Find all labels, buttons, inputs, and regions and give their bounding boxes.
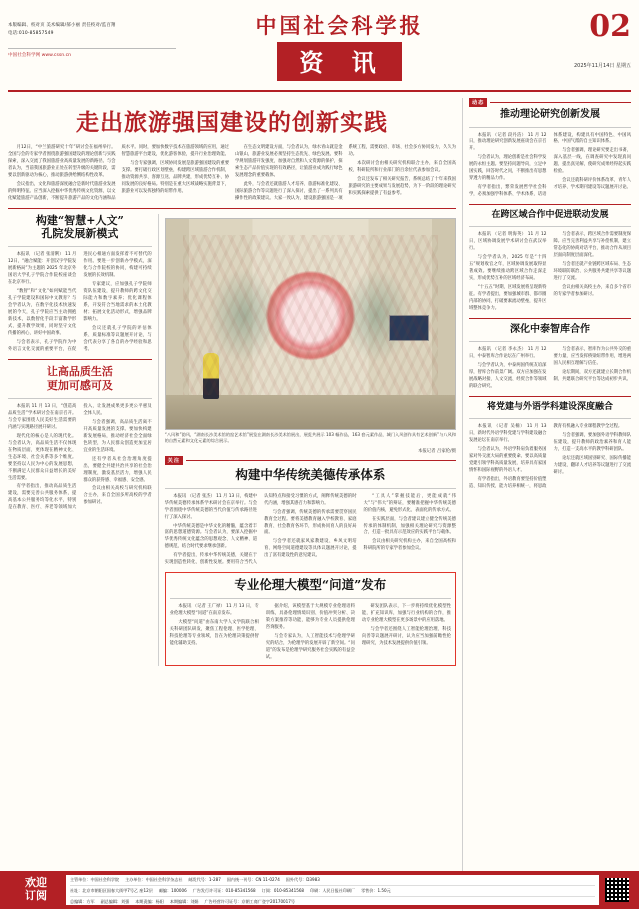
article-para: 论坛期间，双方还就建立长期合作机制、共建联合研究平台等达成初步共识。 bbox=[553, 370, 631, 383]
tag-rule bbox=[490, 102, 631, 103]
lower-left-region bbox=[8, 214, 456, 667]
mid-column bbox=[165, 214, 456, 667]
section-tag: 关注 bbox=[165, 456, 183, 465]
publication-date: 2025年11月14日 星期五 bbox=[573, 63, 631, 69]
gallery-floor bbox=[166, 395, 455, 429]
article-smart-humanities bbox=[8, 214, 152, 355]
article-title: 深化中泰智库合作 bbox=[509, 323, 590, 335]
footer-line-3 bbox=[70, 896, 595, 905]
article-para: 在实践层面，与会者建议建立健全传统美德传承的体制机制，加强相关理论研究与资源整合，打造一批具有示范效应的实践平台与载体。 bbox=[363, 516, 456, 536]
mural-photo bbox=[165, 218, 456, 430]
article-para: 与会专家认为，人工智能技术与伦理学研究的结合，为伦理学的发展开辟了新空间。“问道”的发布是伦理学研究服务社会实践的有益尝试。 bbox=[265, 633, 355, 660]
article-para: 研发团队表示，下一步将持续优化模型性能，扩充知识库，加强与行业机构的合作，推动专业伦理大模型在更多场景中的应用落地。 bbox=[361, 603, 451, 623]
article-para: 与会学者认为，2025 年是“十四五”规划收官之年，区域协调发展取得显著成效。要继续推动跨区域合作走深走实，形成优势互补的区域经济布局。 bbox=[468, 255, 547, 282]
page-footer bbox=[0, 871, 639, 909]
article-byline: 本报讯 （记者 吴楠） 11 月 13 日，新时代外语学科党建与学科建设融合发展论坛在南京举行。 bbox=[468, 424, 547, 444]
article-para: 与会者表示，孔子学院作为中外语言文化交流的重要平台，在促进民心相通方面发挥着不可替代的作用。要进一步创新办学模式，深化与合作院校的协同，构建可持续发展的长效机制。 bbox=[8, 252, 152, 352]
article-para: “数智”和“文化”如何赋能当代孔子学院建设和国际中文教育？与会学者认为，在数字化技术快速发展的今天，孔子学院应当主动拥抱新技术，以数智化手段丰富教学形式、提升教学效果，同时坚守文化传播的初心，讲好中国故事。 bbox=[8, 288, 77, 336]
footer-item: 广告经营许可证号：京朝工商广登字20170017号 bbox=[204, 899, 295, 905]
boxed-article-wendao bbox=[165, 572, 456, 666]
article-title: 推动理论研究创新发展 bbox=[499, 109, 600, 120]
footer-item: 本期责编：杨阳 bbox=[135, 899, 164, 905]
article-theory-innovation bbox=[469, 109, 631, 199]
masthead-page-info bbox=[503, 6, 631, 69]
lead-para: 此外，与会者还就旅游人才培养、旅游标准化建设、国际旅游合作等议题进行了深入探讨，提出了一系列具有操作性的政策建议。大家一致认为，建设旅游强国是一项系统工程，需要政府、市场、社会多方协同发力，久久为功。 bbox=[235, 145, 456, 201]
lead-para: 在生态文明建设方面，与会者认为，绿水青山就是金山银山，旅游业发展必须坚持生态优先、绿色发展。要科学规划旅游开发强度，加强对自然和人文资源的保护，探索生态产品价值实现的有效路径，让旅游业成为践行绿色发展理念的重要载体。 bbox=[235, 145, 343, 178]
article-para: 现代化的核心是人的现代化。与会者认为，高品质生活不仅体现在物质层面，更体现在精神文化、生态环境、社会关系等多个维度。要坚持以人民为中心的发展思想，不断满足人民群众日益增长的美好生活需要。 bbox=[8, 433, 77, 481]
article-para: 与会者强调，高品质生活离不开高质量发展的支撑。要加快构建新发展格局，推动经济社会全面绿色转型，为人民群众创造更加宜居宜业的生活环境。 bbox=[83, 419, 152, 453]
article-para: 有学者指出，繁荣发展哲学社会科学，必须加强学科体系、学术体系、话语体系建设，构建具有中国特色、中国风格、中国气派的自主知识体系。 bbox=[468, 132, 631, 198]
article-para: “工具人”掌握技能后，更能成就“伟大”与“伟大”的辩证，要精准把握中华传统美德的价值内核，避免形式化、表面化的传承方式。 bbox=[363, 493, 456, 513]
photo-credit: 本报记者 吕家伦/摄 bbox=[417, 449, 456, 455]
footer-item: 订阅：010-85341568 bbox=[261, 888, 305, 894]
footer-imprint bbox=[66, 875, 599, 905]
right-column bbox=[469, 98, 631, 876]
article-para: 与会者表示，跨区域合作需要制度保障。应当完善利益共享与补偿机制，建立常态化的协商对话平台，推动合作从项目层面向制度层面深化。 bbox=[553, 232, 631, 259]
article-title-line1: 让高品质生活 bbox=[46, 365, 113, 379]
article-para: 有学者提出，传承中华传统美德，关键在于实现创造性转化、创新性发展。要用符合当代人认知特点和接受习惯的方式，阐释传统美德的时代内涵，增强其感召力和影响力。 bbox=[164, 493, 357, 566]
article-para: “十五五”时期，区域发展将呈现新特征。有学者提出，要加强城市群、都市圈内部的协同，打破要素流动壁垒，提升区域整体竞争力。 bbox=[468, 285, 547, 311]
page-content bbox=[8, 98, 631, 876]
article-para: 会议还就孔子学院的评估体系、质量标准等议题展开讨论，与会代表分享了各自的办学经验和思考。 bbox=[83, 325, 152, 352]
footer-item: 副总编辑：刘强 bbox=[100, 899, 130, 905]
article-para: 专家建议，应加强孔子学院师资队伍建设，提升教师的跨文化交际能力和数字素养；优化课程体系，开发符合当地需求的本土化教材；拓展文化活动形式，增强品牌影响力。 bbox=[83, 281, 152, 322]
subscribe-label-line1: 欢迎 bbox=[25, 876, 47, 890]
article-para: 与会学者还围绕人工智能伦理治理、科技向善等议题展开研讨，认为应当加强前瞻性伦理研究，为技术发展提供价值引领。 bbox=[361, 626, 451, 646]
article-body bbox=[469, 232, 631, 312]
article-para: 还有学者从社会治理角度提出，要健全共建共治共享的社会治理制度，激发基层活力，增强人民群众的获得感、幸福感、安全感。 bbox=[83, 456, 152, 483]
dragon-motif-left-icon bbox=[206, 265, 281, 366]
article-body bbox=[8, 404, 152, 512]
article-byline: 本报讯 （记者 李永杰） 11 月 12 日，中泰智库合作论坛在广州举行。 bbox=[468, 347, 547, 360]
footer-item: 总编辑：方军 bbox=[70, 899, 95, 905]
article-para: 与会者强调，传统美德的传承需要贯穿国民教育全过程。要将美德教育融入学校教育、家庭教育、社会教育各环节，形成协同育人的良好局面。 bbox=[264, 509, 357, 536]
article-para: 与会学者认为，中泰两国传统友谊深厚，智库合作前景广阔。双方应加强在发展战略对接、人文交流、经贸合作等领域的联合研究。 bbox=[468, 363, 547, 390]
boxed-article-body bbox=[170, 604, 451, 662]
visitor-figure bbox=[203, 353, 219, 399]
photo-block bbox=[165, 218, 456, 454]
article-title: 将党建与外语学科建设深度融合 bbox=[486, 402, 613, 413]
article-byline: 本报讯 （记者 张杰） 11 月 13 日，构建中华传统美德传承体系学术研讨会在京举行。与会学者围绕中华传统美德的当代价值与传承路径进行了深入探讨。 bbox=[164, 493, 258, 520]
footer-item: 国外代号：D3983 bbox=[285, 877, 320, 882]
article-para: 与会者强调，理论研究要走出书斋，深入基层一线，在调查研究中发现真问题、提出真见解，使研究成果经得起实践检验。 bbox=[553, 148, 631, 175]
article-body bbox=[8, 252, 152, 354]
left-column bbox=[8, 214, 152, 667]
article-para: 有学者指出，推动高品质生活建设，需要完善公共服务体系，提高基本公共服务均等化水平，特别是在教育、医疗、养老等领域加大投入，让发展成果更多更公平惠及全体人民。 bbox=[8, 403, 152, 511]
article-para: 会议还就科研评价体系改革、青年人才培养、学术期刊建设等议题展开讨论。 bbox=[553, 178, 631, 191]
mural-artwork-image bbox=[166, 219, 455, 429]
article-body bbox=[469, 347, 631, 391]
article-para: 与会者认为，外语学科肩负着服务国家对外交流大局的重要使命。要以高质量党建引领学科高质量发展，培养具有家国情怀和国际视野的外语人才。 bbox=[468, 447, 547, 473]
article-para: 据介绍，该模型基于大规模专业伦理语料训练，具备伦理情境识别、价值冲突分析、决策方案推荐等功能，能够为专业人员提供伦理咨询服务。 bbox=[265, 603, 355, 630]
section-tag: 动态 bbox=[469, 98, 487, 107]
article-para: 会议由相关研究机构主办，来自全国高校和科研院所的专家学者参加会议。 bbox=[363, 539, 456, 552]
qr-code-icon[interactable] bbox=[605, 878, 629, 902]
footer-item: 印刷：人民日报社印刷厂 bbox=[310, 888, 356, 894]
footer-line-2 bbox=[70, 885, 595, 894]
footer-item: 国内统一刊号：CN 11-0274 bbox=[226, 877, 280, 882]
lead-para: 会议指出，文化和旅游深度融合是新时代旅游业发展的鲜明特征。应当深入挖掘中华优秀传统文化资源，以文化赋能旅游产品创新，不断提升旅游产品的文化内涵和品质水平。同时，要加快数字技术在旅游领域的应用，通过智慧旅游平台建设，优化游客体验，提升行业治理效能。 bbox=[8, 145, 229, 201]
footer-item: 本期编辑：刘娟 bbox=[169, 899, 199, 905]
article-para: 有学者指出，外语教育要坚持价值塑造、知识传授、能力培养相统一，将思政教育有机融入专业课程教学全过程。 bbox=[468, 424, 623, 489]
masthead-title-block bbox=[176, 6, 503, 81]
article-byline: 本报讯 （记者 张清俐） 11 月12日，“融合赋能：开创汉字学院发展新格局”为主题的 2025 年北京外国语大学孔子学院合作院校座谈会在北京举行。 bbox=[8, 252, 77, 285]
article-body bbox=[469, 133, 631, 200]
article-para: 与会者强调，要加强外语学科教师队伍建设，提升教师的政治素养和育人能力，打造一支高水平的教学科研团队。 bbox=[553, 433, 631, 453]
dragon-motif-right-icon bbox=[339, 265, 414, 366]
lead-para: 与会专家强调，区域协同发展是旅游强国建设的重要支撑。要打破行政区划壁垒，构建跨区域旅游合作机制，推动资源共享、客源互送、品牌共建，形成优势互补、协同发展的良好格局。特别是在重大区域战略实施背景下，旅游业可以发挥独特的纽带作用。 bbox=[121, 160, 229, 194]
column-divider bbox=[158, 214, 159, 667]
footer-item: 社址：北京市朝阳区国春大街甲7号乙 座12层 bbox=[70, 888, 153, 894]
staff-line-2: 电话:010-85857549 bbox=[8, 31, 54, 37]
subscribe-label bbox=[10, 877, 62, 902]
article-para: 中华传统美德是中华文化的精髓，蕴含着丰富的思想道德资源。与会者认为，要深入挖掘中华优秀传统文化蕴含的思想观念、人文精神、道德规范，结合时代要求继承创新。 bbox=[164, 523, 258, 550]
footer-item: 主管单位：中国社会科学院 bbox=[70, 877, 120, 882]
photo-caption: “八风和”韵风，“湖南长沙美术馆的窑艺术馆”展览在湖南长沙美术馆展出，展览共展示 103 幅作品，163 套元素作品，城门入风创作具有艺术创新”与八风和的自然元素和文化元素的综合展示。 bbox=[164, 431, 456, 444]
article-para: 与会者还就产业链跨区域布局、生态环境联防联治、公共服务共建共享等议题进行了交流。 bbox=[553, 262, 631, 282]
footer-item: 零售价：1.50元 bbox=[361, 888, 391, 894]
left-and-mid-region bbox=[8, 98, 456, 876]
masthead bbox=[8, 6, 631, 92]
footer-item: 广告发行许可证：010-85341568 bbox=[192, 888, 256, 894]
article-high-quality-life bbox=[8, 365, 152, 512]
section-tag-line-right bbox=[469, 98, 631, 107]
exhibit-screen bbox=[389, 315, 429, 341]
article-byline: 本报讯 （记者 段丹洁） 11 月 12 日，推动理论研究创新发展座谈会在京召开。 bbox=[468, 132, 547, 152]
article-byline: 本报讯 11 月 13 日，“创造高品质生活”学术研讨会在南京召开。与会专家围绕人民美好生活需要的内涵与实现路径展开研讨。 bbox=[8, 403, 77, 430]
masthead-staff-info bbox=[8, 6, 176, 60]
page-number: 02 bbox=[589, 9, 631, 44]
lead-headline: 走出旅游强国建设的创新实践 bbox=[76, 109, 388, 136]
article-body bbox=[469, 424, 631, 491]
article-para: 大模型“问道”由东南大学人文学院联合相关科研团队研发，聚焦工程伦理、医学伦理、科技伦理等专业领域，旨在为伦理决策提供智能化辅助支持。 bbox=[169, 619, 259, 646]
article-title-line2: 孔院发展新模式 bbox=[41, 227, 119, 241]
footer-item: 邮发代号：1-287 bbox=[188, 877, 221, 882]
article-para: 会议由相关高校与研究机构联合主办，来自全国多所高校的学者参加研讨。 bbox=[83, 486, 152, 506]
paper-title: 中国社会科学报 bbox=[255, 13, 424, 38]
staff-line-1: 本版编辑、校对页 美术编辑/郝小丽 责任校对/监百翔 bbox=[8, 23, 116, 28]
article-para: 与会者表示，智库作为公共外交的重要力量，应当发挥桥梁纽带作用，增进两国人民相互理解与信任。 bbox=[553, 347, 631, 367]
footer-item: 主办单位：中国社会科学杂志社 bbox=[125, 877, 183, 882]
lead-para: 本次研讨会由相关研究机构联合主办，来自全国高校、科研院所和行业部门的百余位代表参加会议。 bbox=[348, 160, 456, 173]
footer-item: 邮编：100006 bbox=[158, 888, 187, 894]
section-tag-line bbox=[165, 456, 456, 465]
article-para: 会议由相关高校主办，来自多个省市的专家学者参加研讨。 bbox=[553, 285, 631, 297]
boxed-article-title: 专业伦理大模型“问道”发布 bbox=[234, 577, 387, 593]
lead-para: 月12日，“中兰旅游研究十年”研讨会在福州举行。全国与会的专家学者围绕旅游强国建设的理论创新与实践探索，深入交流了我国旅游业高质量发展的新路径。与会者认为，当前我国旅游业正处在转型升级的关键阶段，需要以创新驱动为核心，推动旅游供给侧结构性改革。 bbox=[8, 145, 116, 178]
article-para: 论坛还就区域国别研究、国际传播能力建设、翻译人才培养等议题进行了交流研讨。 bbox=[553, 456, 631, 475]
column-divider bbox=[462, 98, 463, 876]
lead-body bbox=[8, 145, 456, 203]
article-china-thailand-thinktank bbox=[469, 324, 631, 391]
section-title: 资 讯 bbox=[277, 42, 401, 81]
article-body-traditional-virtues bbox=[165, 494, 456, 568]
article-title-line2: 更加可感可及 bbox=[46, 379, 113, 393]
website-label[interactable]: 中国社会科学网 www.cssn.cn bbox=[8, 48, 176, 61]
article-para: 与会学者还就家风家教建设、乡风文明培育、网络空间道德建设等具体议题展开讨论，提出了富有建设性的意见建议。 bbox=[264, 539, 357, 559]
article-byline: 本报讯 （记者 明海英） 11 月 12 日，区域协调发展学术研讨会在武汉举行。 bbox=[468, 232, 547, 252]
article-title: 在跨区域合作中促进联动发展 bbox=[491, 210, 609, 221]
article-title-traditional-virtues: 构建中华传统美德传承体系 bbox=[235, 467, 386, 483]
article-title-line1: 构建“智慧+人文” bbox=[35, 213, 124, 227]
lead-para: 会议还发布了相关研究报告，系统总结了十年来我国旅游研究的主要成果与发展趋势，为下一阶段的理论研究和实践探索提供了有益参考。 bbox=[348, 176, 456, 196]
article-byline: 本报讯 （记者 王广禄） 11 月 13 日，专业伦理大模型“问道”在南京发布。 bbox=[169, 603, 259, 616]
subscribe-label-line2: 订阅 bbox=[25, 889, 47, 902]
article-cross-regional bbox=[469, 210, 631, 313]
article-party-building-foreign-language bbox=[469, 402, 631, 491]
footer-line-1 bbox=[70, 877, 595, 883]
tag-rule bbox=[186, 460, 456, 461]
article-para: 与会者认为，理论创新是社会科学发展的永恒主题。要坚持问题导向，立足中国实践，回答时代之问，不断推出有思想穿透力的精品力作。 bbox=[468, 155, 547, 182]
